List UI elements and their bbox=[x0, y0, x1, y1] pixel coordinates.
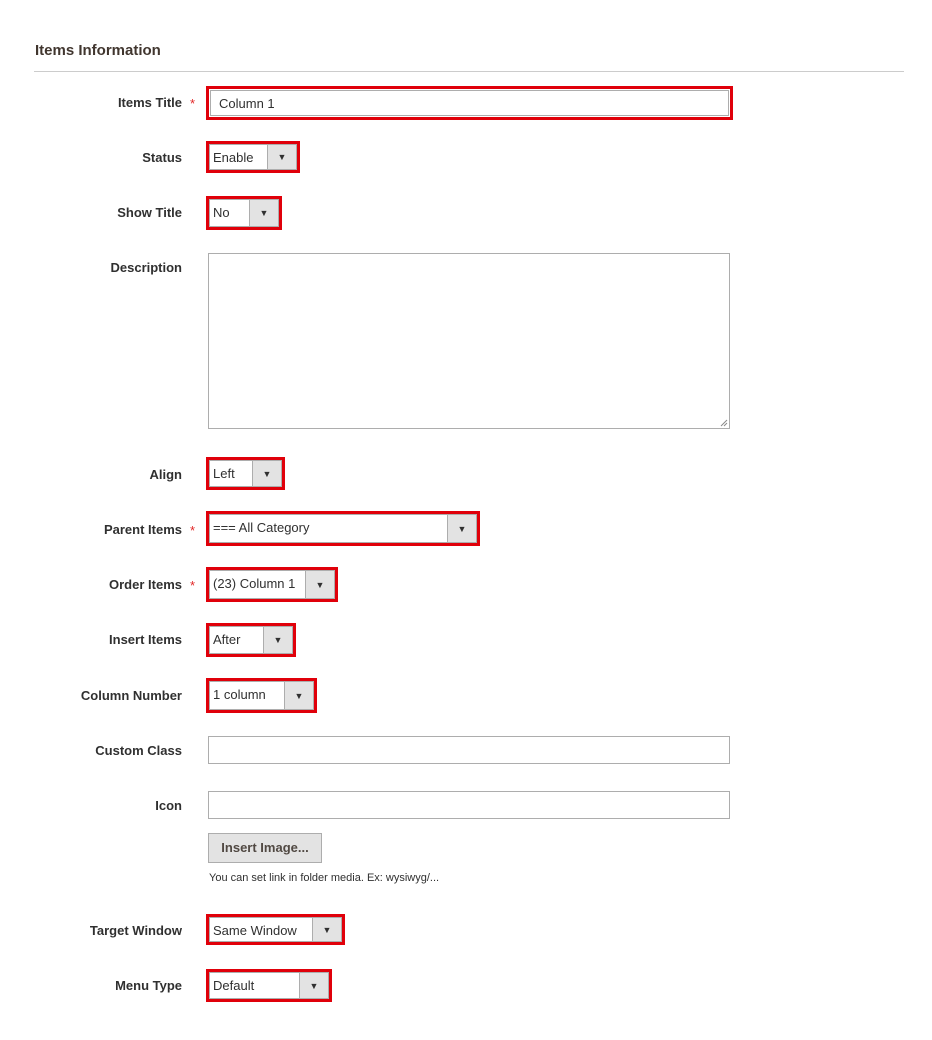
insert-items-value: After bbox=[213, 632, 241, 647]
items-title-required-mark: * bbox=[190, 96, 196, 111]
show-title-select[interactable] bbox=[209, 199, 279, 227]
column-number-value: 1 column bbox=[213, 687, 266, 702]
align-select[interactable] bbox=[209, 460, 282, 487]
menu-type-label: Menu Type bbox=[115, 978, 182, 993]
description-textarea[interactable] bbox=[208, 253, 730, 429]
icon-note: You can set link in folder media. Ex: wysiwyg/... bbox=[209, 872, 440, 884]
triangle-down-icon: ▼ bbox=[312, 918, 341, 941]
insert-image-button[interactable]: Insert Image... bbox=[208, 833, 322, 863]
items-title-label: Items Title bbox=[117, 95, 182, 110]
menu-type-value: Default bbox=[213, 978, 255, 993]
items-title-input[interactable]: Column 1 bbox=[210, 90, 729, 116]
order-items-select[interactable] bbox=[209, 570, 335, 599]
parent-items-required-mark: * bbox=[190, 523, 196, 538]
triangle-down-icon: ▼ bbox=[299, 973, 328, 998]
triangle-down-icon: ▼ bbox=[284, 682, 313, 709]
custom-class-input[interactable] bbox=[208, 736, 730, 764]
custom-class-label: Custom Class bbox=[95, 743, 182, 758]
resize-grip-icon[interactable] bbox=[720, 419, 728, 427]
parent-items-select[interactable] bbox=[209, 514, 477, 543]
status-select[interactable] bbox=[209, 144, 297, 170]
insert-items-label: Insert Items bbox=[109, 632, 182, 647]
order-items-label: Order Items bbox=[109, 577, 182, 592]
triangle-down-icon: ▼ bbox=[249, 200, 278, 226]
menu-type-select[interactable] bbox=[209, 972, 329, 999]
target-window-value: Same Window bbox=[213, 923, 297, 938]
column-number-select[interactable] bbox=[209, 681, 314, 710]
description-label: Description bbox=[110, 260, 182, 275]
triangle-down-icon: ▼ bbox=[263, 627, 292, 653]
status-label: Status bbox=[142, 150, 182, 165]
parent-items-value: === All Category bbox=[213, 520, 310, 535]
target-window-label: Target Window bbox=[89, 923, 182, 938]
icon-input[interactable] bbox=[208, 791, 730, 819]
triangle-down-icon: ▼ bbox=[252, 461, 281, 486]
align-value: Left bbox=[213, 466, 235, 481]
icon-label: Icon bbox=[155, 798, 182, 813]
align-label: Align bbox=[149, 467, 182, 482]
triangle-down-icon: ▼ bbox=[267, 145, 296, 169]
status-value: Enable bbox=[213, 150, 254, 165]
target-window-select[interactable] bbox=[209, 917, 342, 942]
order-items-value: (23) Column 1 bbox=[213, 576, 296, 591]
section-divider bbox=[34, 71, 904, 72]
show-title-label: Show Title bbox=[117, 205, 182, 220]
show-title-value: No bbox=[213, 205, 230, 220]
section-title: Items Information bbox=[35, 42, 161, 59]
column-number-label: Column Number bbox=[80, 688, 182, 703]
order-items-required-mark: * bbox=[190, 578, 196, 593]
triangle-down-icon: ▼ bbox=[305, 571, 334, 598]
triangle-down-icon: ▼ bbox=[447, 515, 476, 542]
parent-items-label: Parent Items bbox=[103, 522, 182, 537]
insert-items-select[interactable] bbox=[209, 626, 293, 654]
